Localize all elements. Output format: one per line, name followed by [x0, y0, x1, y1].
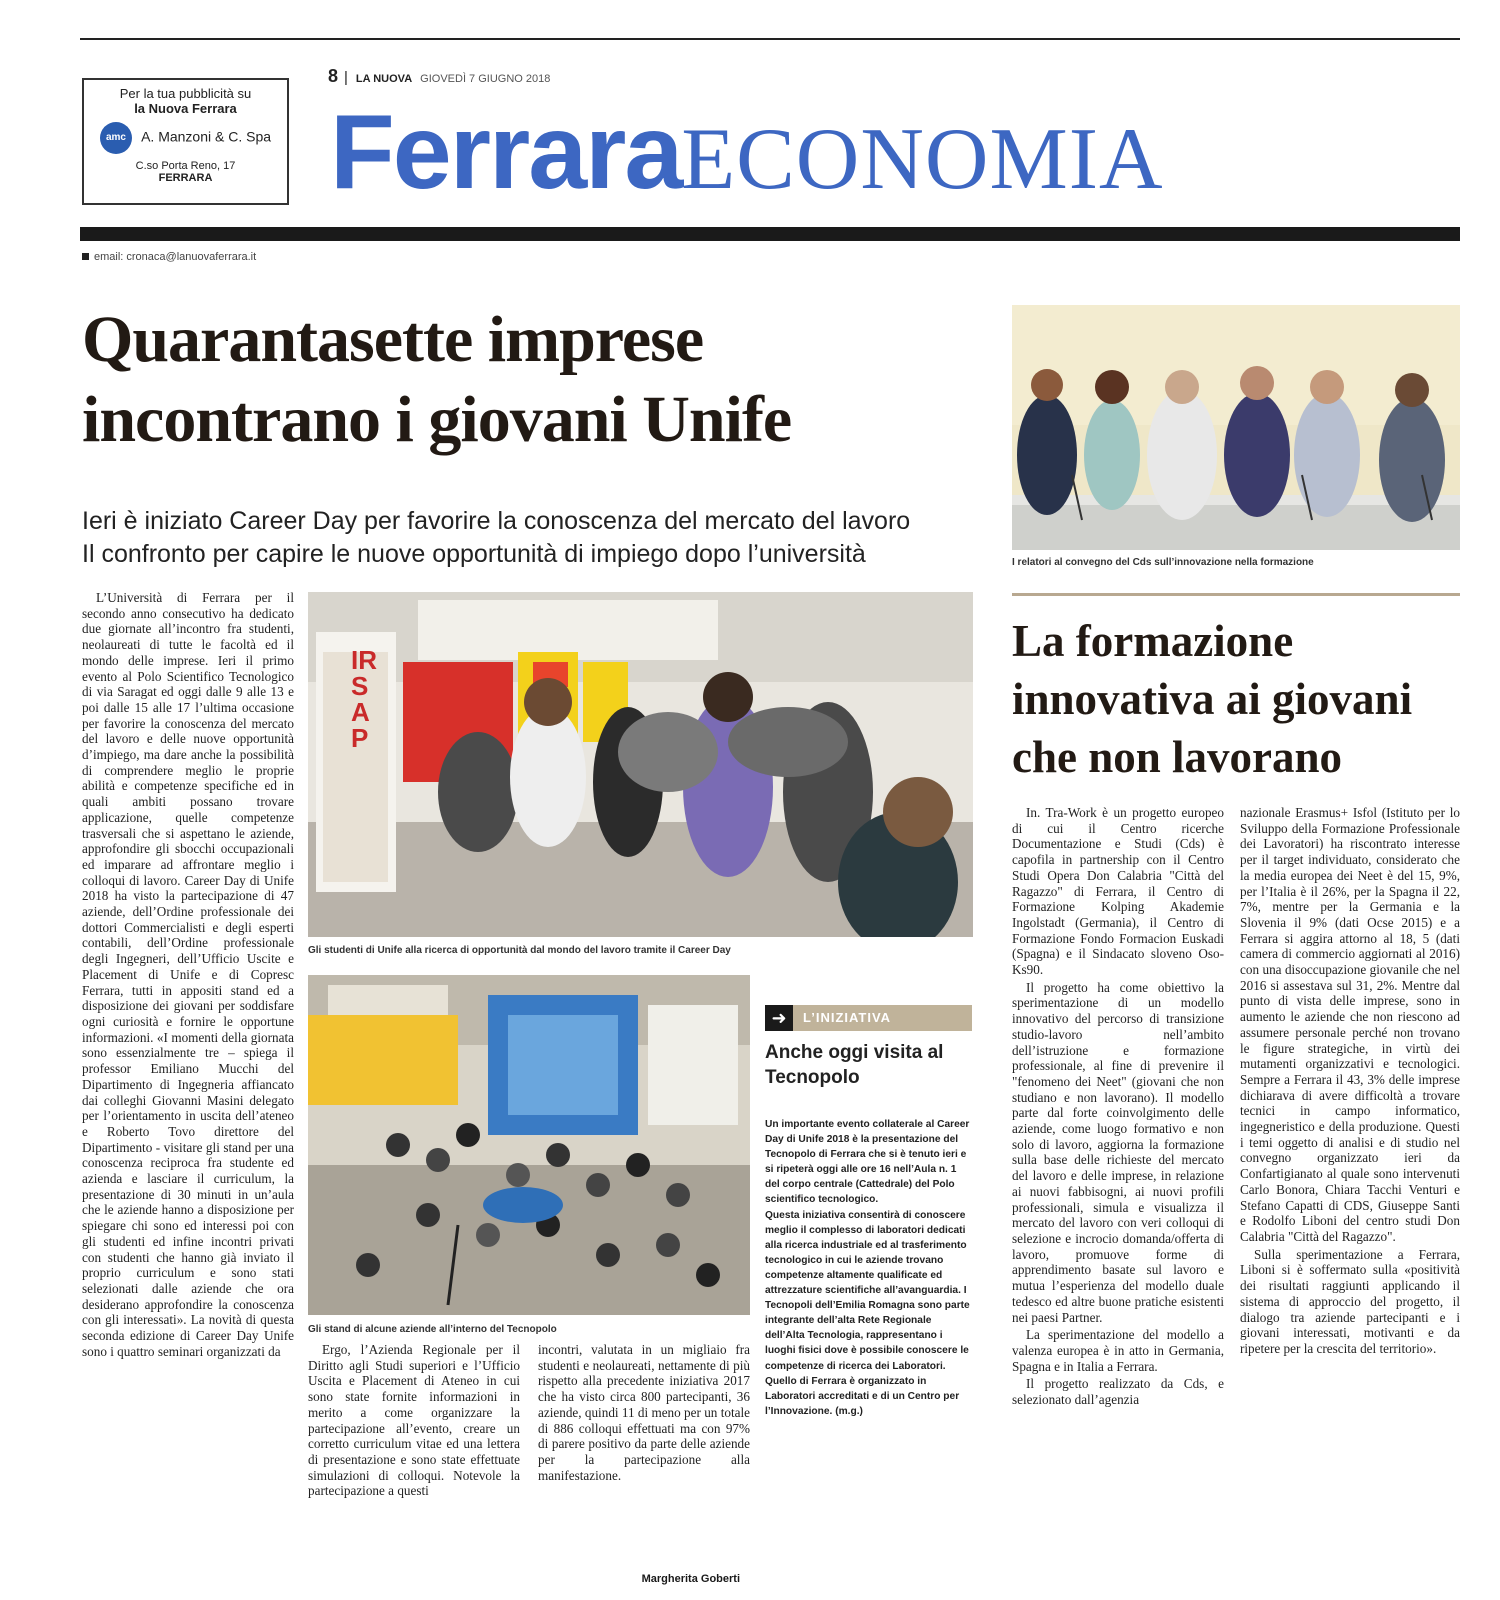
email-line — [82, 251, 256, 263]
amc-logo-icon: amc — [100, 122, 132, 154]
masthead-section: ECONOMIA — [681, 111, 1164, 208]
page-number: 8 — [328, 66, 339, 86]
main-col3-paragraph: incontri, valutata in un migliaio fra studenti e neolaureati, nettamente di più rispetto alla precedente iniziativa 2017 che ha visto circa 800 partecipanti, 36 aziende, quindi 11 di meno per un totale di 886 colloqui effettuati ma con 97% di parere positivo da parte delle aziende per la partecipazione alla manifestazione. — [538, 1342, 750, 1483]
conference-speakers-photo — [1012, 305, 1460, 550]
main-col1-paragraph: L’Università di Ferrara per il secondo anno consecutivo ha dedicato due giornate all’incontro fra studenti, neolaureati di tutte le facoltà ed il mondo delle imprese. Ieri il primo evento al Polo Scientifico Tecnologico di via Saragat ed oggi dalle 9 alle 13 e poi dalle 15 alle 17 l’ultima occasione per favorire la conoscenza del mercato del lavoro e delle nuove opportunità d’impiego, ma dare anche la possibilità di comprendere meglio le proprie abilità e competenze specifiche ed in quali ambiti possano trovare applicazione, quelle competenze trasversali che si aspettano le aziende, approfondire gli sbocchi occupazionali ed imparare ad affrontare meglio i colloqui di lavoro. Career Day di Unife 2018 ha visto la partecipazione di 47 aziende, dell’Ordine professionale dei dottori Commercialisti e degli esperti contabili, dell’Ordine professionale degli Ingegneri, dell’Ufficio Uscite e Placement di Unife e di Copresc Ferrara, tutti in appositi stand ed a disposizione dei giovani per soddisfare ogni curiosità e fornire le opportune informazioni. «I momenti della giornata sono essenzialmente tre – spiega il professor Emiliano Mucchi del Dipartimento di Ingegneria affiancato dai colleghi Giovanni Masini delegato per l’orientamento in uscita dell’ateneo e Roberto Tovo direttore del Dipartimento - visitare gli stand per una conoscenza reciproca fra studente ed azienda e lasciare il curriculum, la presentazione di 30 minuti in un’aula che le aziende hanno a disposizione per spiegare chi sono ed interessi poi con gli studenti ed infine incontri privati con studenti che hanno già inviato il proprio curriculum e sono stati selezionati dalle aziende che ora desiderano approfondire la conoscenza con gli interessati». La novità di questa seconda edizione di Career Day Unife sono i quattro seminari organizzati da — [82, 590, 294, 1359]
second-col1-paragraph-3: La sperimentazione del modello a valenza europea è in atto in Germania, Spagna e in Italia a Ferrara. — [1012, 1327, 1224, 1374]
ad-address: C.so Porta Reno, 17 — [135, 160, 236, 172]
main-article-column-1 — [82, 590, 294, 1590]
issue-date: GIOVEDÌ 7 GIUGNO 2018 — [420, 73, 551, 85]
ad-line-1: Per la tua pubblicità su — [119, 86, 252, 101]
stand-sign-irsap: IRSAP — [351, 645, 377, 753]
career-day-photo-drawing — [308, 592, 973, 937]
career-day-photo — [308, 592, 973, 937]
email-text: email: cronaca@lanuovaferrara.it — [94, 251, 257, 263]
ad-company-row — [84, 122, 287, 154]
initiative-paragraph-2: Questa iniziativa consentirà di conoscere meglio il complesso di laboratori dedicati alla ricerca industriale ed al trasferimento tecnologico in cui le aziende trovano competenze altamente qualificate ed attrezzature scientifiche all’avanguardia. I Tecnopoli dell’Emilia Romagna sono parte integrante dell’alta Rete Regionale dell’Alta Tecnologia, rappresentano i luoghi fisici dove è possibile conoscere le competenze di ricerca dei Laboratori. Quello di Ferrara è organizzato in Laboratori accreditati e di un Centro per l’Innovazione. (m.g.) — [765, 1209, 970, 1417]
second-col1-paragraph-4: Il progetto realizzato da Cds, e selezionato dall’agenzia — [1012, 1376, 1224, 1408]
second-article-divider — [1012, 593, 1460, 596]
ad-city: FERRARA — [158, 172, 213, 184]
initiative-text — [765, 1117, 972, 1577]
initiative-title: Anche oggi visita al Tecnopolo — [765, 1042, 944, 1088]
conference-photo-caption: I relatori al convegno del Cds sull’innovazione nella formazione — [1012, 557, 1314, 568]
masthead-city: Ferrara — [330, 93, 682, 211]
second-article-column-1 — [1012, 805, 1224, 1595]
main-subhead — [82, 505, 982, 571]
advertising-box — [82, 78, 289, 205]
subhead-line-1: Ieri è iniziato Career Day per favorire la conoscenza del mercato del lavoro — [82, 507, 911, 535]
second-col2-paragraph-1: nazionale Erasmus+ Isfol (Istituto per lo Sviluppo della Formazione Professionale dei Lavoratori) ha riscontrato interesse per il target individuato, considerato che la media europea dei Neet è del 15, 9%, per l’Italia è il 26%, per la Spagna il 22, 7%, mentre per la Germania e la Slovenia il 9% (dati Ocse 2015) e a Ferrara si aggira attorno al 18, 5 (dati camera di commercio aggiornati al 2016) con una disoccupazione giovanile che nel 2016 si assestava sul 31, 2%. Mentre dal punto di vista delle imprese, sono in aumento le aziende che non riescono ad assumere personale perché non trovano le figure strategiche, in virtù dei mutamenti organizzativi e tecnologici. Sempre a Ferrara il 43, 3% delle imprese dichiarava di avere difficoltà a trovare tecnici in campo informatico, ingegneristico e della produzione. Questi i temi oggetto di analisi e di studio nel convegno organizzato ieri da Confartigianato al quale sono intervenuti Carlo Bonora, Chiara Tacchi Venturi e Stefano Capatti di CDS, Giuseppe Santi e Rodolfo Liboni del centro studi Don Calabria "Città del Ragazzo". — [1240, 805, 1460, 1244]
paper-name: LA NUOVA — [355, 73, 413, 85]
main-article-column-2 — [308, 1342, 520, 1592]
ad-line-2: la Nuova Ferrara — [134, 101, 237, 116]
section-masthead — [330, 85, 1164, 220]
main-headline: Quarantasette imprese incontrano i giovani Unife — [82, 303, 792, 456]
ad-company: A. Manzoni & C. Spa — [141, 128, 272, 145]
subhead-line-2: Il confronto per capire le nuove opportunità di impiego dopo l’università — [82, 540, 866, 568]
main-col2-paragraph: Ergo, l’Azienda Regionale per il Diritto agli Studi superiori e l’Ufficio Uscita e Placement di Ateneo in cui sono state fornite informazioni in merito a come organizzare la partecipazione all’evento, creare un corretto curriculum vitae ed una lettera di presentazione e sono state effettuate simulazioni di colloqui. Notevole la partecipazione a questi — [308, 1342, 520, 1499]
initiative-paragraph-1: Un importante evento collaterale al Career Day di Unife 2018 è la presentazione del Tecnopolo di Ferrara che si è tenuto ieri e si ripeterà oggi alle ore 16 nell’Aula n. 1 del corpo centrale (Cattedrale) del Polo scientifico tecnologico. — [765, 1119, 970, 1206]
conference-photo-drawing — [1012, 305, 1460, 550]
photo-2-caption: Gli stand di alcune aziende all’interno del Tecnopolo — [308, 1324, 557, 1335]
main-article-column-3 — [538, 1342, 750, 1572]
second-col1-paragraph-1: In. Tra-Work è un progetto europeo di cui il Centro ricerche Documentazione e Studi (Cds) è capofila in partnership con il Centro Studi Opera Don Calabria "Città del Ragazzo" di Ferrara, il Centro di Formazione Kolping Akademie Ingolstadt (Germania), il Centro di Formazione Fondo Formacion Euskadi (Spagna) e il Sindacato sloveno Oso-Ks90. — [1012, 805, 1224, 978]
second-headline: La formazione innovativa ai giovani che non lavorano — [1012, 616, 1413, 782]
second-col2-paragraph-2: Sulla sperimentazione a Ferrara, Liboni si è soffermato sulla «positività dei risultati raggiunti applicando il sistema di approccio del progetto, il dialogo tra aziende partecipanti e i giovani interessati, motivanti e da ripetere per la crescita del territorio». — [1240, 1246, 1460, 1356]
top-rule — [80, 20, 1460, 40]
bullet-square-icon — [82, 253, 89, 260]
photo-1-caption: Gli studenti di Unife alla ricerca di opportunità dal mondo del lavoro tramite il Career Day — [308, 945, 731, 956]
initiative-tag: L’INIZIATIVA — [803, 1010, 892, 1025]
right-arrow-icon: ➜ — [765, 1005, 793, 1031]
initiative-tag-bar — [765, 1005, 972, 1031]
tecnopolo-photo-drawing — [308, 975, 750, 1315]
author-signature: Margherita Goberti — [641, 1573, 740, 1585]
second-article-column-2 — [1240, 805, 1460, 1595]
page-info-line: 8 | LA NUOVA GIOVEDÌ 7 GIUGNO 2018 — [328, 66, 551, 86]
second-col1-paragraph-2: Il progetto ha come obiettivo la sperimentazione di un modello innovativo del percorso di transizione studio-lavoro nell’ambito dell’istruzione e formazione professionale, al fine di prevenire il "fenomeno dei Neet" (giovani che non studiano e non lavorano). Il modello parte dal forte coinvolgimento delle aziende, come luogo formativo e non solo di lavoro, aggiorna la formazione sulla base delle richieste del mercato del lavoro e delle imprese, in relazione ai nuovi fabbisogni, ai nuovi profili professionali, simula e visualizza il mercato del lavoro con veri colloqui di selezione e incrocio domanda/offerta di lavoro, promuove forme di apprendimento basate sul lavoro e mutua l’esperienza del modello duale tedesco ed altre buone pratiche esistenti nei paesi Partner. — [1012, 979, 1224, 1325]
masthead-rule — [80, 227, 1460, 241]
tecnopolo-stands-photo — [308, 975, 750, 1315]
